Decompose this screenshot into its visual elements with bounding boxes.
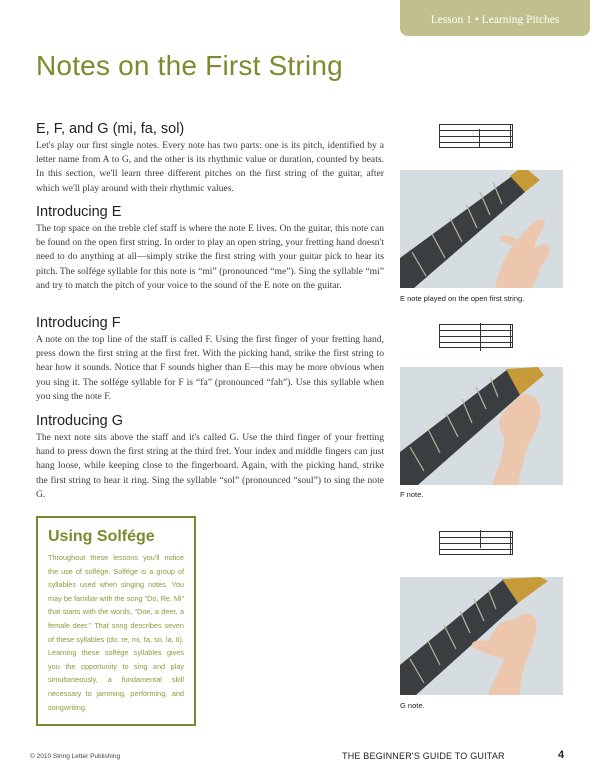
footer-copyright: © 2010 String Letter Publishing <box>30 753 121 760</box>
section-introducing-g <box>36 412 384 502</box>
figure-caption: F note. <box>400 490 424 499</box>
music-staff-e <box>439 124 513 148</box>
page-title: Notes on the First String <box>36 50 343 81</box>
section-heading: Introducing G <box>36 413 124 429</box>
guitar-hand-image-icon <box>400 170 563 288</box>
section-body: A note on the top line of the staff is called F. Using the first finger of your fretting hand, press down the first string at the first fret. With the picking hand, strike the first string to hear how it sounds. Notice that F sounds higher than E—this may be more obvious when you sing it. The solfége syllable for F is “fa” (pronounced “fah”). Use this syllable when you sing the note F. <box>36 334 384 402</box>
section-introducing-f <box>36 314 384 404</box>
page-number: 4 <box>558 749 565 761</box>
photo-f-note <box>400 367 563 485</box>
section-heading: E, F, and G (mi, fa, sol) <box>36 121 185 137</box>
music-staff-g <box>439 531 513 555</box>
music-staff-f <box>439 324 513 348</box>
lesson-tab <box>400 0 590 36</box>
footer-book-title: THE BEGINNER'S GUIDE TO GUITAR <box>342 751 505 761</box>
figure-caption: E note played on the open first string. <box>400 294 525 303</box>
figure-caption: G note. <box>400 701 425 710</box>
guitar-hand-image-icon <box>400 577 563 695</box>
photo-g-note <box>400 577 563 695</box>
sidebar-title: Using Solfége <box>48 528 155 545</box>
section-heading: Introducing F <box>36 315 121 331</box>
sidebar-body: Throughout these lessons you'll notice the use of solfége. Solfége is a group of syllables used when singing notes. You may be familiar with the song “Do, Re, Mi” that starts with the words, “Doe, a deer, a female deer.” That song describes seven of these syllables (do, re, mi, fa, so, la, ti). Learning these solfége syllables gives you the opportunity to sing and play simultaneously, a fundamental skill necessary to jamming, performing, and songwriting. <box>48 553 184 712</box>
lesson-tab-label: Lesson 1 • Learning Pitches <box>430 14 560 26</box>
section-introducing-e <box>36 203 384 293</box>
guitar-hand-image-icon <box>400 367 563 485</box>
section-heading: Introducing E <box>36 204 122 220</box>
section-body: Let's play our first single notes. Every note has two parts: one is its pitch, identified by a letter name from A to G, and the other is its rhythmic value or duration, counted by beats. In this section, we'll learn three different pitches on the first string of the guitar, after which we'll play around with their rhythmic values. <box>36 140 384 194</box>
section-body: The next note sits above the staff and it's called G. Use the third finger of your fretting hand to press down the first string at the third fret. Your index and middle fingers can just hang loose, while keeping close to the fingerboard. Again, with the picking hand, strike the first string to hear it ring. Sing the syllable “sol” (pronounced “soul”) to sing the note G. <box>36 432 384 500</box>
photo-e-note <box>400 170 563 288</box>
section-intro <box>36 120 384 196</box>
solfege-sidebar <box>36 516 196 726</box>
section-body: The top space on the treble clef staff is where the note E lives. On the guitar, this note can be found on the open first string. In order to play an open string, your fretting hand doesn't need to do anything at all—simply strike the first string with your guitar pick to hear its pitch. The solfége syllable for this note is “mi” (pronounced “me”). Sing the syllable “mi” and try to match the pitch of your voice to the sound of the E note on the guitar. <box>36 223 384 291</box>
